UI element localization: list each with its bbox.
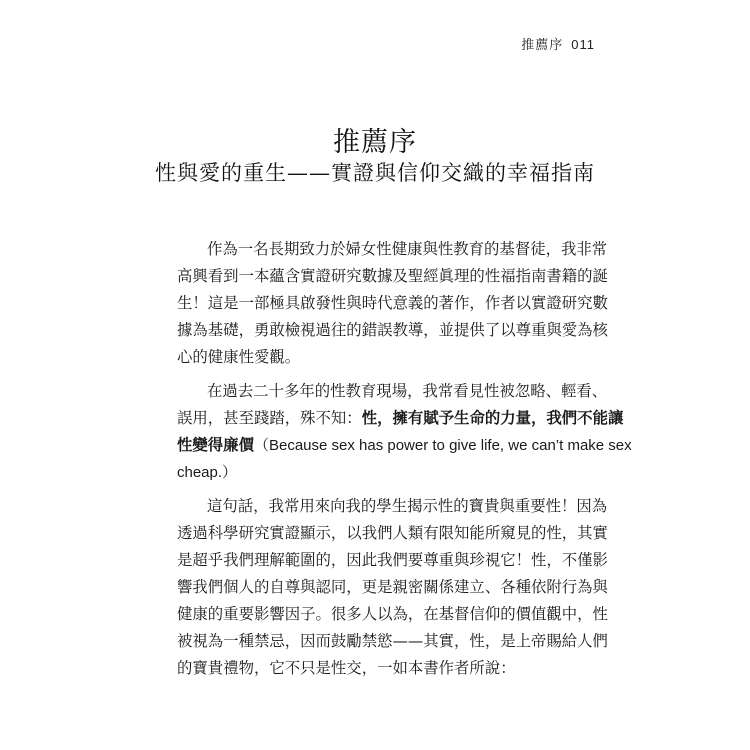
- paragraph-3: [177, 493, 608, 682]
- body-text: [177, 236, 632, 689]
- paragraph-line: 這句話，我常用來向我的學生揭示性的寶貴與重要性！因為: [207, 497, 608, 515]
- page-number: 011: [571, 37, 595, 52]
- paragraph-line: 據為基礎，勇敢檢視過往的錯誤教導，並提供了以尊重與愛為核: [177, 321, 608, 339]
- paragraph-line: 心的健康性愛觀。: [177, 348, 301, 366]
- plain-text: 誤用，甚至踐踏，殊不知：: [177, 409, 362, 427]
- bold-emphasis: 性，擁有賦予生命的力量，我們不能讓: [361, 409, 624, 427]
- chapter-title: 推薦序: [333, 127, 417, 158]
- paragraph-line: 的寶貴禮物，它不只是性交，一如本書作者所說：: [177, 659, 516, 677]
- english-quote: cheap.）: [177, 464, 238, 481]
- paragraph-line: 高興看到一本蘊含實證研究數據及聖經眞理的性福指南書籍的誕: [177, 267, 608, 285]
- paragraph-1: [177, 236, 608, 371]
- paragraph-line: [177, 432, 632, 459]
- paragraph-line: 是超乎我們理解範圍的，因此我們要尊重與珍視它！性，不僅影: [177, 551, 608, 569]
- paragraph-line: 響我們個人的自尊與認同，更是親密關係建立、各種依附行為與: [177, 578, 608, 596]
- running-header-section: 推薦序: [521, 38, 564, 53]
- bold-emphasis: 性變得廉價: [177, 436, 254, 454]
- running-header: [521, 34, 595, 53]
- paragraph-line: [177, 405, 624, 432]
- paragraph-line: 透過科學研究實證顯示，以我們人類有限知能所窺見的性，其實: [177, 524, 608, 542]
- english-quote: （Because sex has power to give life, we can’t make sex: [253, 437, 632, 454]
- chapter-subtitle: 性與愛的重生——實證與信仰交織的幸福指南: [155, 161, 595, 185]
- paragraph-line: 被視為一種禁忌，因而鼓勵禁慾——其實，性，是上帝賜給人們: [177, 632, 608, 650]
- paragraph-line: 生！這是一部極具啟發性與時代意義的著作，作者以實證研究數: [177, 294, 608, 312]
- paragraph-2: [177, 378, 632, 486]
- paragraph-line: 在過去二十多年的性教育現場，我常看見性被忽略、輕看、: [207, 382, 608, 400]
- paragraph-line: 作為一名長期致力於婦女性健康與性教育的基督徒，我非常: [207, 240, 608, 258]
- paragraph-line: 健康的重要影響因子。很多人以為，在基督信仰的價值觀中，性: [177, 605, 608, 623]
